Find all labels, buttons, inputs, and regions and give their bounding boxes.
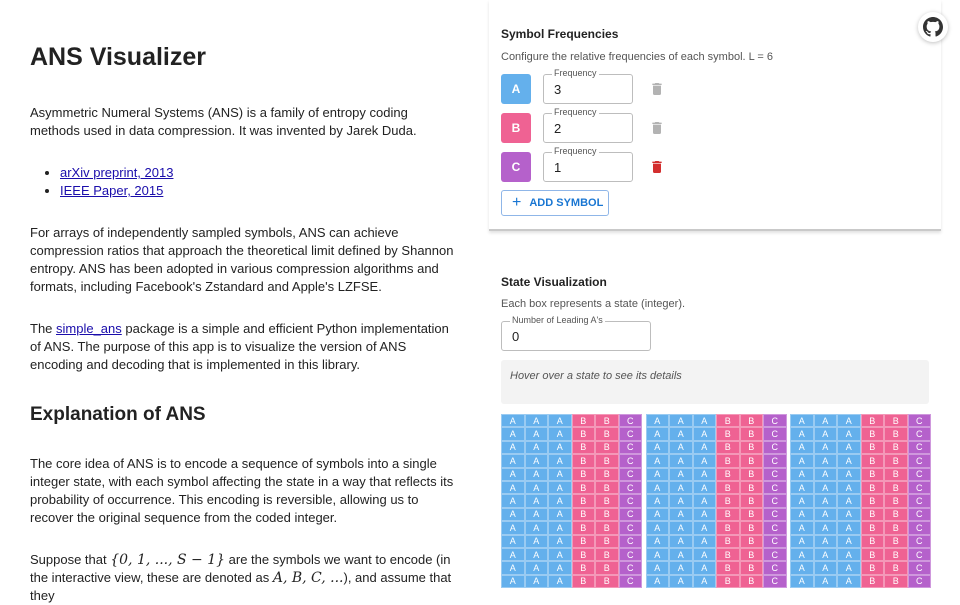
- state-cell[interactable]: A: [525, 508, 549, 521]
- state-cell[interactable]: A: [646, 521, 670, 534]
- field-value: 0: [512, 329, 520, 344]
- state-cell[interactable]: C: [763, 427, 787, 440]
- state-cell[interactable]: C: [908, 427, 932, 440]
- core-idea-paragraph: The core idea of ANS is to encode a sequence of symbols into a single integer state, with each symbol affecting the state in a way that reflects its probability of occurrence. This encoding is reversible, allowing us to recover the original sequence from the coded integer.: [30, 456, 454, 525]
- state-cell[interactable]: C: [908, 494, 932, 507]
- add-symbol-label: ADD SYMBOL: [529, 197, 604, 209]
- state-cell[interactable]: A: [814, 441, 838, 454]
- state-cell[interactable]: A: [814, 468, 838, 481]
- state-cell[interactable]: B: [716, 481, 740, 494]
- state-cell[interactable]: A: [548, 454, 572, 467]
- state-cell[interactable]: A: [501, 468, 525, 481]
- state-cell[interactable]: B: [572, 454, 596, 467]
- state-cell[interactable]: C: [908, 441, 932, 454]
- state-cell[interactable]: B: [595, 481, 619, 494]
- state-cell[interactable]: A: [548, 508, 572, 521]
- state-cell[interactable]: A: [790, 468, 814, 481]
- state-cell[interactable]: B: [861, 494, 885, 507]
- state-cell[interactable]: A: [501, 494, 525, 507]
- delete-icon[interactable]: [649, 81, 665, 97]
- state-cell[interactable]: B: [884, 508, 908, 521]
- state-cell[interactable]: A: [548, 427, 572, 440]
- state-cell[interactable]: B: [884, 535, 908, 548]
- state-cell[interactable]: A: [790, 481, 814, 494]
- state-cell[interactable]: A: [837, 561, 861, 574]
- state-cell[interactable]: B: [861, 414, 885, 427]
- field-label: Frequency: [554, 68, 597, 78]
- state-cell[interactable]: A: [501, 548, 525, 561]
- state-cell[interactable]: B: [716, 494, 740, 507]
- state-cell[interactable]: A: [525, 468, 549, 481]
- state-cell[interactable]: A: [669, 535, 693, 548]
- state-cell[interactable]: A: [814, 521, 838, 534]
- state-cell[interactable]: A: [693, 575, 717, 588]
- state-cell[interactable]: C: [619, 535, 643, 548]
- state-cell[interactable]: B: [861, 454, 885, 467]
- frequencies-title: Symbol Frequencies: [501, 27, 619, 41]
- leading-as-input[interactable]: [501, 315, 651, 351]
- state-cell[interactable]: B: [716, 441, 740, 454]
- state-cell[interactable]: A: [693, 521, 717, 534]
- state-cell[interactable]: C: [619, 494, 643, 507]
- state-cell[interactable]: B: [861, 427, 885, 440]
- state-cell[interactable]: A: [646, 575, 670, 588]
- state-cell[interactable]: A: [501, 561, 525, 574]
- state-cell[interactable]: A: [669, 521, 693, 534]
- state-cell[interactable]: A: [814, 481, 838, 494]
- state-cell[interactable]: A: [669, 548, 693, 561]
- state-cell[interactable]: A: [814, 508, 838, 521]
- state-cell[interactable]: B: [740, 535, 764, 548]
- state-cell[interactable]: A: [693, 481, 717, 494]
- state-cell[interactable]: C: [908, 575, 932, 588]
- ieee-link[interactable]: IEEE Paper, 2015: [60, 183, 164, 198]
- state-cell[interactable]: A: [837, 481, 861, 494]
- state-cell[interactable]: B: [884, 575, 908, 588]
- state-cell[interactable]: A: [525, 427, 549, 440]
- state-cell[interactable]: B: [861, 508, 885, 521]
- state-cell[interactable]: B: [884, 468, 908, 481]
- state-cell[interactable]: A: [790, 508, 814, 521]
- state-cell[interactable]: A: [837, 575, 861, 588]
- package-paragraph: [30, 320, 460, 374]
- state-cell[interactable]: B: [572, 494, 596, 507]
- state-cell[interactable]: B: [595, 548, 619, 561]
- state-cell[interactable]: A: [548, 481, 572, 494]
- state-cell[interactable]: B: [861, 481, 885, 494]
- compression-paragraph: For arrays of independently sampled symbols, ANS can achieve compression ratios that approach the theoretical limit defined by Shannon entropy. ANS has been adopted in various compression algorithms and formats, including Facebook's Zstandard and Apple's LZFSE.: [30, 225, 454, 294]
- state-cell[interactable]: B: [572, 441, 596, 454]
- state-cell[interactable]: A: [669, 468, 693, 481]
- state-cell[interactable]: A: [669, 575, 693, 588]
- state-cell[interactable]: A: [669, 454, 693, 467]
- state-cell[interactable]: A: [548, 535, 572, 548]
- field-label: Frequency: [554, 107, 597, 117]
- state-cell[interactable]: A: [693, 441, 717, 454]
- field-label: Number of Leading A's: [512, 315, 603, 325]
- state-cell[interactable]: B: [740, 508, 764, 521]
- state-cell[interactable]: A: [525, 494, 549, 507]
- symbol-row: [501, 68, 701, 104]
- state-cell[interactable]: C: [619, 521, 643, 534]
- state-cell[interactable]: A: [548, 521, 572, 534]
- text-span: ), and assume that they: [30, 570, 452, 603]
- state-cell[interactable]: B: [740, 494, 764, 507]
- symbol-row: [501, 146, 701, 182]
- state-cell[interactable]: C: [908, 414, 932, 427]
- state-cell[interactable]: B: [740, 575, 764, 588]
- state-cell[interactable]: A: [525, 575, 549, 588]
- state-cell[interactable]: B: [861, 575, 885, 588]
- state-cell[interactable]: B: [572, 575, 596, 588]
- state-cell[interactable]: A: [525, 535, 549, 548]
- state-cell[interactable]: A: [790, 535, 814, 548]
- state-cell[interactable]: A: [501, 575, 525, 588]
- state-cell[interactable]: A: [501, 427, 525, 440]
- state-cell[interactable]: A: [501, 508, 525, 521]
- symbol-badge: C: [501, 152, 531, 182]
- state-cell[interactable]: C: [908, 481, 932, 494]
- state-cell[interactable]: A: [501, 535, 525, 548]
- state-cell[interactable]: B: [884, 494, 908, 507]
- reference-links: [30, 164, 173, 200]
- symbol-row: [501, 107, 701, 143]
- state-cell[interactable]: B: [884, 481, 908, 494]
- state-cell[interactable]: A: [669, 414, 693, 427]
- state-cell[interactable]: B: [740, 454, 764, 467]
- state-cell[interactable]: B: [884, 427, 908, 440]
- state-cell[interactable]: B: [716, 508, 740, 521]
- state-cell[interactable]: B: [884, 548, 908, 561]
- state-cell[interactable]: A: [525, 521, 549, 534]
- state-cell[interactable]: B: [572, 481, 596, 494]
- math-symbol-set: {0, 1, ..., S − 1}: [110, 552, 226, 568]
- state-cell[interactable]: A: [669, 494, 693, 507]
- field-value: 3: [554, 82, 562, 97]
- state-cell[interactable]: B: [572, 548, 596, 561]
- text-span: are the symbols we want to encode (in the interactive view, these are denoted as: [30, 552, 451, 585]
- state-cell[interactable]: B: [740, 561, 764, 574]
- add-symbol-button[interactable]: [501, 190, 609, 216]
- state-cell[interactable]: A: [525, 414, 549, 427]
- state-grid: [501, 414, 929, 588]
- state-cell[interactable]: C: [763, 575, 787, 588]
- state-cell[interactable]: B: [572, 561, 596, 574]
- state-cell[interactable]: B: [572, 535, 596, 548]
- state-cell[interactable]: B: [861, 561, 885, 574]
- hover-hint: Hover over a state to see its details: [510, 370, 682, 382]
- state-description: Each box represents a state (integer).: [501, 298, 686, 310]
- state-cell[interactable]: C: [763, 454, 787, 467]
- arxiv-link[interactable]: arXiv preprint, 2013: [60, 165, 174, 180]
- math-symbol-names: A, B, C, ...: [272, 570, 344, 586]
- state-cell[interactable]: A: [646, 494, 670, 507]
- state-details-box: [501, 360, 929, 404]
- frequency-field[interactable]: [543, 146, 633, 182]
- state-cell[interactable]: A: [501, 454, 525, 467]
- state-cell[interactable]: A: [525, 548, 549, 561]
- state-cell[interactable]: C: [763, 561, 787, 574]
- state-cell[interactable]: B: [716, 521, 740, 534]
- state-cell[interactable]: A: [646, 427, 670, 440]
- state-cell[interactable]: B: [716, 575, 740, 588]
- state-cell[interactable]: B: [716, 414, 740, 427]
- state-cell[interactable]: B: [595, 494, 619, 507]
- state-cell[interactable]: A: [693, 508, 717, 521]
- state-cell[interactable]: C: [619, 575, 643, 588]
- delete-icon[interactable]: [649, 120, 665, 136]
- state-cell[interactable]: A: [837, 414, 861, 427]
- state-cell[interactable]: C: [763, 441, 787, 454]
- state-cell[interactable]: A: [790, 454, 814, 467]
- interactive-panel: [489, 0, 941, 600]
- state-cell[interactable]: B: [595, 535, 619, 548]
- state-cell[interactable]: B: [595, 561, 619, 574]
- state-cell[interactable]: A: [646, 468, 670, 481]
- state-cell[interactable]: A: [646, 508, 670, 521]
- symbol-badge: B: [501, 113, 531, 143]
- state-cell[interactable]: B: [861, 535, 885, 548]
- state-cell[interactable]: A: [790, 561, 814, 574]
- state-cell[interactable]: A: [837, 454, 861, 467]
- state-cell[interactable]: B: [740, 414, 764, 427]
- state-cell[interactable]: C: [908, 535, 932, 548]
- symbols-paragraph: [30, 551, 460, 605]
- state-cell[interactable]: A: [790, 575, 814, 588]
- state-cell[interactable]: A: [501, 481, 525, 494]
- state-cell[interactable]: A: [837, 494, 861, 507]
- state-cell[interactable]: C: [619, 508, 643, 521]
- plus-icon: +: [512, 194, 522, 211]
- state-cell[interactable]: B: [595, 468, 619, 481]
- state-cell[interactable]: B: [572, 521, 596, 534]
- frequency-field[interactable]: [543, 107, 633, 143]
- delete-icon[interactable]: [649, 159, 665, 175]
- text-span: Suppose that: [30, 552, 111, 567]
- state-cell[interactable]: A: [548, 494, 572, 507]
- state-cell[interactable]: B: [572, 414, 596, 427]
- state-cell[interactable]: A: [814, 548, 838, 561]
- state-cell[interactable]: C: [619, 468, 643, 481]
- state-cell[interactable]: A: [693, 561, 717, 574]
- github-button[interactable]: [918, 12, 948, 42]
- field-value: 2: [554, 121, 562, 136]
- text-span: The: [30, 321, 57, 336]
- state-cell[interactable]: A: [501, 521, 525, 534]
- state-cell[interactable]: A: [837, 468, 861, 481]
- state-cell[interactable]: C: [619, 441, 643, 454]
- state-cell[interactable]: C: [763, 414, 787, 427]
- state-cell[interactable]: B: [716, 548, 740, 561]
- link-item: [60, 164, 173, 182]
- state-cell[interactable]: A: [790, 441, 814, 454]
- frequency-field[interactable]: [543, 68, 633, 104]
- state-cell[interactable]: B: [884, 454, 908, 467]
- state-cell[interactable]: A: [646, 535, 670, 548]
- state-cell[interactable]: A: [669, 561, 693, 574]
- field-label: Frequency: [554, 146, 597, 156]
- state-cell[interactable]: B: [595, 427, 619, 440]
- state-cell[interactable]: A: [669, 481, 693, 494]
- state-cell[interactable]: C: [763, 494, 787, 507]
- state-cell[interactable]: A: [693, 468, 717, 481]
- state-cell[interactable]: C: [763, 535, 787, 548]
- state-cell[interactable]: A: [790, 427, 814, 440]
- state-cell[interactable]: C: [763, 548, 787, 561]
- state-cell[interactable]: A: [646, 561, 670, 574]
- state-cell[interactable]: B: [884, 561, 908, 574]
- state-cell[interactable]: A: [525, 481, 549, 494]
- state-cell[interactable]: B: [861, 521, 885, 534]
- state-cell[interactable]: B: [716, 454, 740, 467]
- state-cell[interactable]: B: [572, 468, 596, 481]
- state-cell[interactable]: A: [814, 561, 838, 574]
- state-cell[interactable]: C: [619, 427, 643, 440]
- state-cell[interactable]: B: [572, 427, 596, 440]
- state-cell[interactable]: A: [501, 414, 525, 427]
- state-cell[interactable]: C: [763, 468, 787, 481]
- state-cell[interactable]: A: [790, 521, 814, 534]
- state-cell[interactable]: C: [908, 468, 932, 481]
- simple-ans-link[interactable]: simple_ans: [56, 321, 122, 336]
- state-cell[interactable]: A: [646, 481, 670, 494]
- state-cell[interactable]: A: [646, 548, 670, 561]
- state-cell[interactable]: A: [548, 468, 572, 481]
- state-cell[interactable]: A: [646, 414, 670, 427]
- github-icon: [923, 17, 943, 37]
- state-cell[interactable]: A: [693, 535, 717, 548]
- state-cell[interactable]: A: [693, 414, 717, 427]
- state-cell[interactable]: B: [861, 548, 885, 561]
- state-cell[interactable]: A: [837, 427, 861, 440]
- state-cell[interactable]: A: [814, 454, 838, 467]
- state-cell[interactable]: A: [501, 441, 525, 454]
- state-cell[interactable]: B: [595, 521, 619, 534]
- state-cell[interactable]: C: [619, 481, 643, 494]
- state-cell[interactable]: C: [763, 481, 787, 494]
- state-cell[interactable]: B: [740, 427, 764, 440]
- state-cell[interactable]: A: [693, 494, 717, 507]
- state-cell[interactable]: C: [908, 454, 932, 467]
- intro-paragraph: Asymmetric Numeral Systems (ANS) is a family of entropy coding methods used in data compression. It was invented by Jarek Duda.: [30, 105, 417, 138]
- state-cell[interactable]: B: [884, 441, 908, 454]
- state-cell[interactable]: B: [572, 508, 596, 521]
- state-cell[interactable]: C: [619, 561, 643, 574]
- link-item: [60, 182, 173, 200]
- state-cell[interactable]: A: [790, 414, 814, 427]
- state-cell[interactable]: B: [740, 441, 764, 454]
- state-cell[interactable]: C: [908, 508, 932, 521]
- state-cell[interactable]: B: [595, 441, 619, 454]
- state-cell[interactable]: A: [814, 575, 838, 588]
- state-cell[interactable]: C: [763, 521, 787, 534]
- state-cell[interactable]: A: [790, 494, 814, 507]
- frequencies-description: Configure the relative frequencies of each symbol. L = 6: [501, 51, 773, 63]
- page-title: ANS Visualizer: [30, 43, 207, 71]
- state-cell[interactable]: A: [837, 508, 861, 521]
- state-cell[interactable]: B: [740, 548, 764, 561]
- state-cell[interactable]: B: [595, 454, 619, 467]
- state-cell[interactable]: B: [595, 414, 619, 427]
- state-cell[interactable]: A: [837, 441, 861, 454]
- state-cell[interactable]: A: [669, 427, 693, 440]
- state-cell[interactable]: B: [716, 468, 740, 481]
- field-value: 1: [554, 160, 562, 175]
- state-cell[interactable]: A: [669, 441, 693, 454]
- state-cell[interactable]: B: [740, 468, 764, 481]
- section-heading: Explanation of ANS: [30, 404, 206, 425]
- state-cell[interactable]: A: [646, 454, 670, 467]
- state-cell[interactable]: A: [790, 548, 814, 561]
- state-cell[interactable]: A: [814, 494, 838, 507]
- state-cell[interactable]: B: [884, 521, 908, 534]
- state-cell[interactable]: A: [548, 441, 572, 454]
- state-cell[interactable]: B: [595, 575, 619, 588]
- state-cell[interactable]: A: [693, 454, 717, 467]
- state-cell[interactable]: A: [646, 441, 670, 454]
- state-cell[interactable]: A: [548, 414, 572, 427]
- state-cell[interactable]: A: [548, 548, 572, 561]
- state-cell[interactable]: C: [763, 508, 787, 521]
- state-cell[interactable]: B: [716, 427, 740, 440]
- state-cell[interactable]: A: [669, 508, 693, 521]
- state-cell[interactable]: B: [861, 441, 885, 454]
- state-cell[interactable]: A: [548, 561, 572, 574]
- state-title: State Visualization: [501, 275, 607, 289]
- state-cell[interactable]: A: [525, 441, 549, 454]
- state-cell[interactable]: A: [525, 561, 549, 574]
- state-cell[interactable]: C: [619, 548, 643, 561]
- state-cell[interactable]: A: [814, 414, 838, 427]
- state-cell[interactable]: A: [814, 427, 838, 440]
- state-cell[interactable]: B: [740, 481, 764, 494]
- state-cell[interactable]: A: [837, 535, 861, 548]
- state-cell[interactable]: C: [908, 521, 932, 534]
- state-cell[interactable]: B: [716, 535, 740, 548]
- state-cell[interactable]: A: [693, 548, 717, 561]
- state-cell[interactable]: B: [861, 468, 885, 481]
- state-cell[interactable]: A: [837, 521, 861, 534]
- state-cell[interactable]: A: [525, 454, 549, 467]
- text-span: package is a simple and efficient Python implementation of ANS. The purpose of this app is to visualize the version of ANS encoding and decoding that is implemented in this library.: [30, 321, 449, 372]
- state-cell[interactable]: B: [740, 521, 764, 534]
- state-cell[interactable]: B: [884, 414, 908, 427]
- symbol-badge: A: [501, 74, 531, 104]
- state-cell[interactable]: C: [908, 561, 932, 574]
- state-cell[interactable]: B: [595, 508, 619, 521]
- state-cell[interactable]: A: [814, 535, 838, 548]
- state-cell[interactable]: A: [548, 575, 572, 588]
- state-cell[interactable]: C: [908, 548, 932, 561]
- state-cell[interactable]: A: [837, 548, 861, 561]
- symbol-frequencies-card: [489, 0, 941, 231]
- state-cell[interactable]: B: [716, 561, 740, 574]
- state-cell[interactable]: A: [693, 427, 717, 440]
- state-cell[interactable]: C: [619, 454, 643, 467]
- state-cell[interactable]: C: [619, 414, 643, 427]
